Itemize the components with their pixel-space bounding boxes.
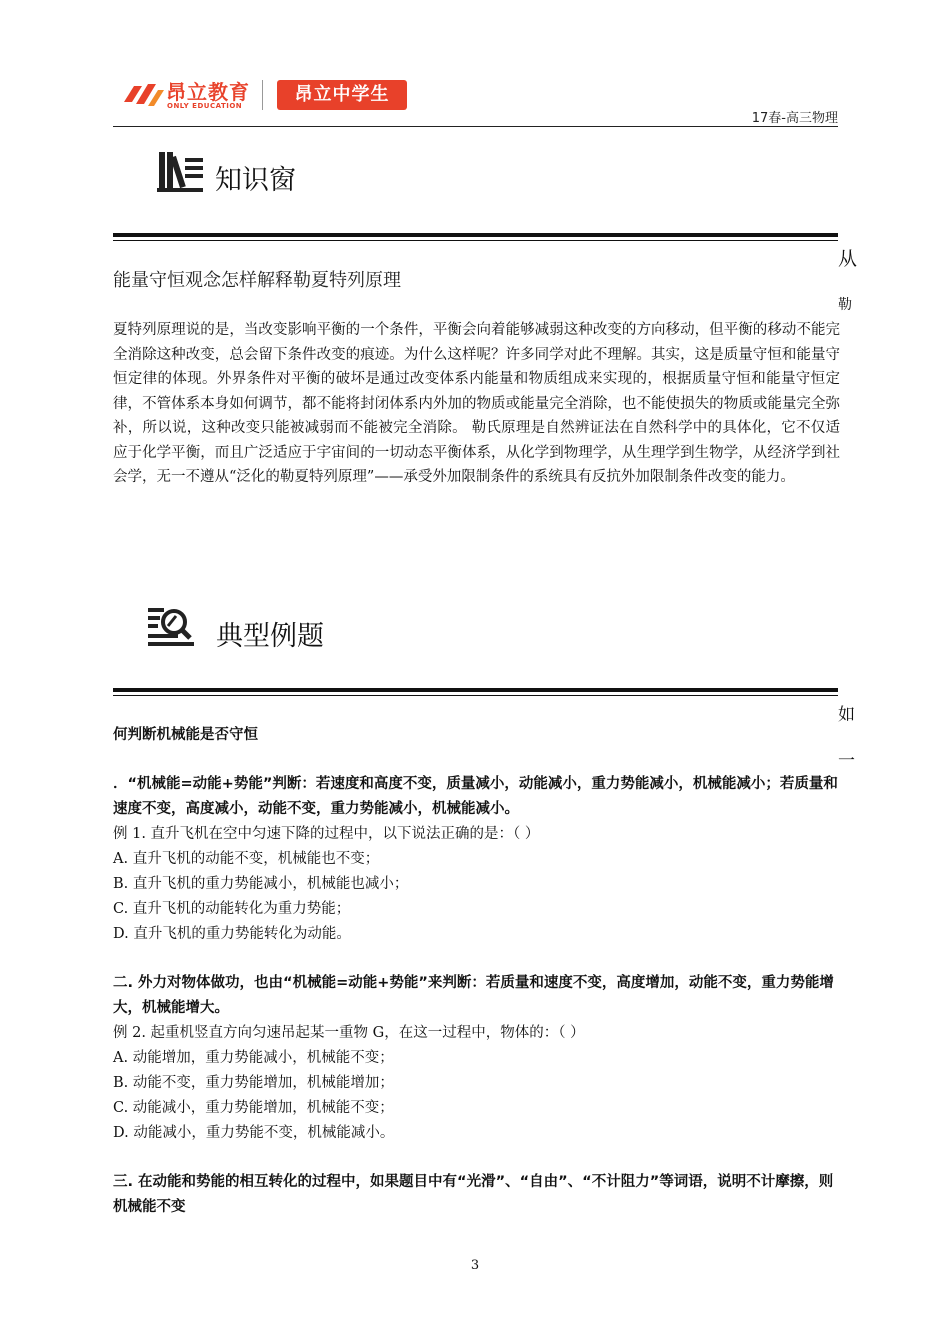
example-one-option-c: C. 直升飞机的动能转化为重力势能； <box>113 901 351 917</box>
section-rule-thick <box>113 233 838 237</box>
article-paragraph: 夏特列原理说的是，当改变影响平衡的一个条件，平衡会向着能够减弱这种改变的方向移动，但平衡的移动不能完全消除这种改变，总会留下条件改变的痕迹。为什么这样呢？许多同学对此不理解。其实，这是质量守恒和能量守恒定律的体现。外界条件对平衡的破坏是通过改变体系内能量和物质组成来实现的，根据质量守恒和能量守恒定律，不管体系本身如何调节，都不能将封闭体系内外加的物质或能量完全消除，也不能使损失的物质或能量完全弥补，所以说，这种改变只能被减弱而不能被完全消除。 勒氏原理是自然辨证法在自然科学中的具体化，它不仅适应于化学平衡，而且广泛适应于宇宙间的一切动态平衡体系，从化学到物理学，从生理学到生物学，从经济学到社会学，无一不遵从“泛化的勒夏特列原理”——承受外加限制条件的系统具有反抗外加限制条件改变的能力。 <box>113 322 840 485</box>
brand-name: 昂立教育 <box>166 80 250 104</box>
magnifier-books-icon <box>146 604 196 648</box>
example-two-question: 例 2. 起重机竖直方向匀速吊起某一重物 G，在这一过程中，物体的：（ ） <box>113 1025 585 1041</box>
section-title-knowledge: 知识窗 <box>215 165 296 196</box>
topic-heading: 何判断机械能是否守恒 <box>113 727 258 743</box>
rule-two: 二. 外力对物体做功，也由“机械能=动能+势能”来判断：若质量和速度不变，高度增加，动能不变，重力势能增大，机械能增大。 <box>113 975 834 1016</box>
margin-char: 一 <box>838 751 855 771</box>
example-one-option-d: D. 直升飞机的重力势能转化为动能。 <box>113 926 351 942</box>
section-rule-thick <box>113 688 838 692</box>
brand-name-english: ONLY EDUCATION <box>167 102 243 110</box>
rule-one: ．“机械能=动能+势能”判断：若速度和高度不变，质量减小，动能减小，重力势能减小，机械能减小；若质量和速度不变，高度减小，动能不变，重力势能减小，机械能减小。 <box>113 776 838 817</box>
example-two-option-d: D. 动能减小，重力势能不变，机械能减小。 <box>113 1125 395 1141</box>
margin-char: 如 <box>838 705 855 725</box>
brand-logo-icon <box>122 80 164 110</box>
example-two-option-b: B. 动能不变，重力势能增加，机械能增加； <box>113 1075 394 1091</box>
example-one-option-a: A. 直升飞机的动能不变，机械能也不变； <box>113 851 380 867</box>
margin-char: 勒 <box>838 297 852 313</box>
section-rule-thin <box>113 695 838 696</box>
header-rule <box>113 126 838 127</box>
books-icon <box>155 150 205 194</box>
example-two-option-a: A. 动能增加，重力势能减小，机械能不变； <box>113 1050 394 1066</box>
brand-badge: 昂立中学生 <box>277 80 407 110</box>
logo-divider <box>262 80 263 110</box>
example-one-question: 例 1. 直升飞机在空中匀速下降的过程中，以下说法正确的是：（ ） <box>113 826 540 842</box>
margin-char: 从 <box>838 248 858 270</box>
rule-three: 三. 在动能和势能的相互转化的过程中，如果题目中有“光滑”、“自由”、“不计阻力”等词语，说明不计摩擦，则机械能不变 <box>113 1174 834 1215</box>
example-one-option-b: B. 直升飞机的重力势能减小，机械能也减小； <box>113 876 409 892</box>
article-title: 能量守恒观念怎样解释勒夏特列原理 <box>113 270 401 291</box>
example-two-option-c: C. 动能减小，重力势能增加，机械能不变； <box>113 1100 394 1116</box>
course-label: 17春-高三物理 <box>751 111 838 126</box>
page-number: 3 <box>470 1258 480 1273</box>
section-title-examples: 典型例题 <box>216 621 324 652</box>
section-rule-thin <box>113 240 838 241</box>
